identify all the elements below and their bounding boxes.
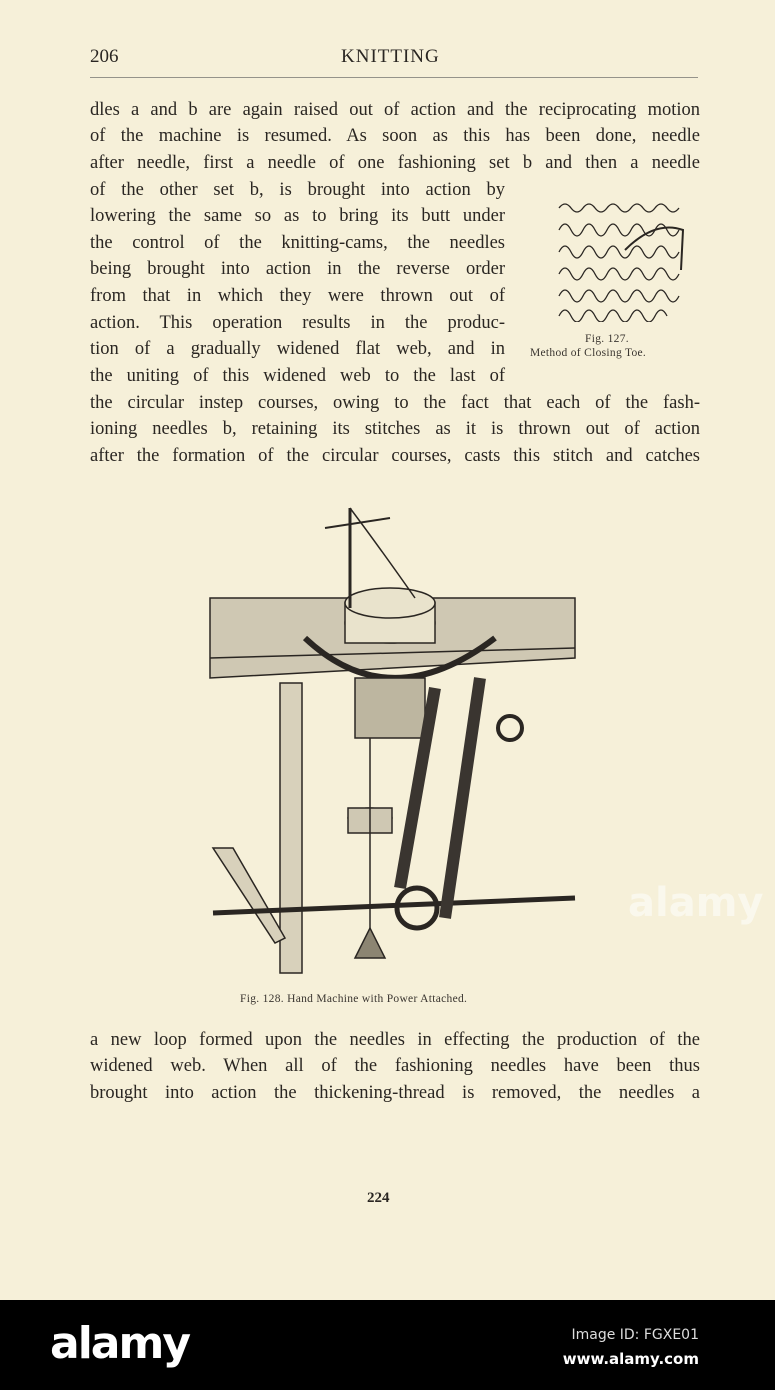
header-rule [90,77,698,78]
hand-knitting-machine-illustration [205,488,580,983]
text-line: dles a and b are again raised out of action and the reciprocating motion [90,100,700,120]
text-line: the circular instep courses, owing to the fact that each of the fash- [90,393,700,413]
text-line: of the other set b, is brought into action by [90,180,505,200]
site-url: www.alamy.com [562,1350,699,1368]
figure-127-caption: Method of Closing Toe. [530,347,647,359]
page-number-header: 206 [90,46,119,67]
watermark-footer-bar [0,1300,775,1390]
figure-128-caption: Fig. 128. Hand Machine with Power Attached. [240,993,468,1005]
text-line: after needle, first a needle of one fashioning set b and then a needle [90,153,700,173]
text-line: the uniting of this widened web to the last of [90,366,505,386]
text-line: the control of the knitting-cams, the needles [90,233,505,253]
text-line: from that in which they were thrown out of [90,286,505,306]
text-line: widened web. When all of the fashioning needles have been thus [90,1056,700,1076]
text-line: a new loop formed upon the needles in effecting the production of the [90,1030,700,1050]
footer-page-number: 224 [367,1190,390,1206]
watermark-overlay: alamy [628,880,764,926]
running-title: KNITTING [341,46,440,67]
text-line: of the machine is resumed. As soon as this has been done, needle [90,126,700,146]
text-line: being brought into action in the reverse order [90,259,505,279]
text-line: lowering the same so as to bring its butt under [90,206,505,226]
figure-127-number: Fig. 127. [585,333,629,345]
text-line: ioning needles b, retaining its stitches as it is thrown out of action [90,419,700,439]
text-line: after the formation of the circular courses, casts this stitch and catches [90,446,700,466]
text-line: brought into action the thickening-thread is removed, the needles a [90,1083,700,1103]
text-line: tion of a gradually widened flat web, and in [90,339,505,359]
knitting-stitch-illustration [555,200,687,322]
text-line: action. This operation results in the produc- [90,313,505,333]
image-id: Image ID: FGXE01 [571,1327,699,1343]
alamy-logo: alamy [50,1318,189,1369]
